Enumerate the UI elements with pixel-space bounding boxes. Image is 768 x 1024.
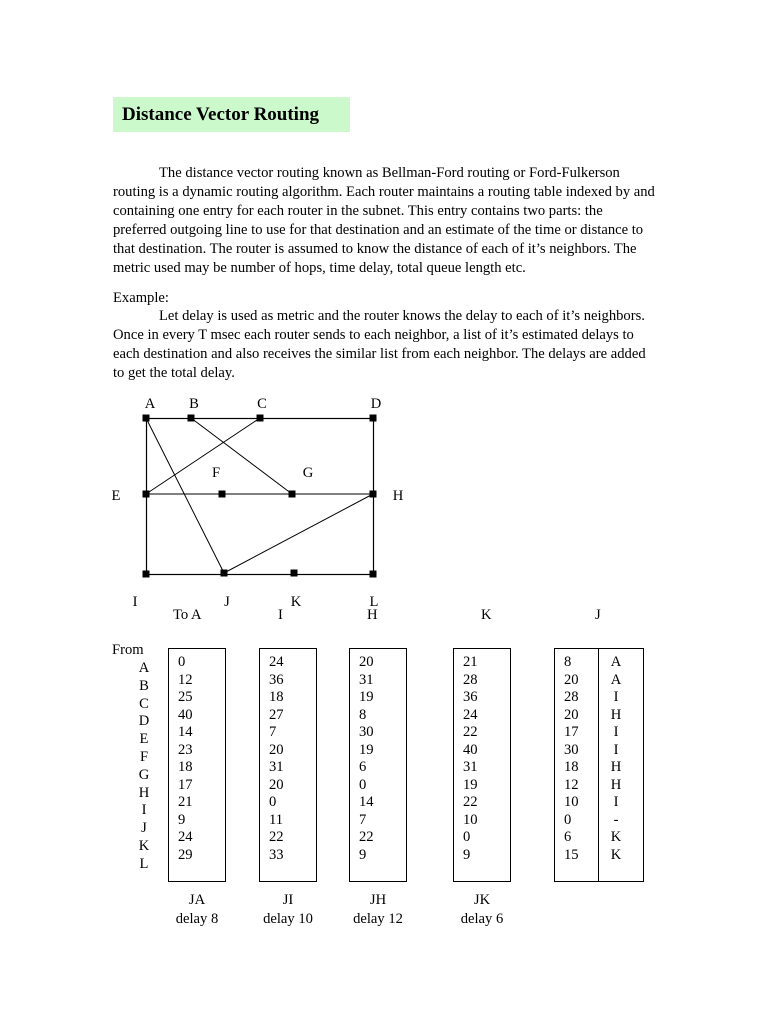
table-cell: 24 bbox=[178, 829, 193, 845]
table-cell: 14 bbox=[359, 794, 374, 810]
from-label: From bbox=[112, 642, 144, 658]
table-cell: 19 bbox=[359, 741, 374, 758]
table-cell: 20 bbox=[359, 654, 374, 670]
j-delay-cell: 28 bbox=[564, 689, 579, 705]
table-cell: 0 bbox=[359, 776, 367, 793]
table-footer-line: JH bbox=[369, 892, 387, 908]
table-cell: 20 bbox=[269, 776, 284, 793]
table-cell: 7 bbox=[359, 811, 367, 828]
row-label-c: C bbox=[139, 695, 149, 712]
table-cell: 24 bbox=[463, 706, 478, 723]
j-delay-cell: 0 bbox=[564, 811, 572, 828]
j-line-cell: K bbox=[610, 846, 622, 863]
column-header-j: J bbox=[595, 607, 601, 623]
row-label-l: L bbox=[139, 855, 149, 872]
row-label-d: D bbox=[138, 713, 150, 730]
router-node-i bbox=[143, 571, 150, 578]
router-label-j: J bbox=[224, 594, 230, 610]
table-footer-line: JK bbox=[473, 892, 491, 908]
column-header-h: H bbox=[367, 607, 378, 623]
router-label-b: B bbox=[189, 396, 199, 412]
table-cell: 40 bbox=[178, 706, 193, 723]
table-cell: 29 bbox=[178, 846, 193, 863]
table-cell: 6 bbox=[359, 759, 367, 775]
table-cell: 0 bbox=[178, 654, 186, 670]
j-line-cell: A bbox=[610, 654, 622, 670]
column-header-i: I bbox=[278, 607, 283, 623]
router-node-d bbox=[370, 415, 377, 422]
table-cell: 28 bbox=[463, 671, 478, 688]
j-line-cell: I bbox=[613, 741, 619, 758]
j-line-cell: K bbox=[610, 829, 622, 845]
row-label-k: K bbox=[138, 838, 150, 854]
table-footer-delay: delay 8 bbox=[175, 911, 219, 927]
j-line-cell: I bbox=[613, 724, 619, 740]
column-header-k: K bbox=[481, 607, 492, 623]
router-label-i: I bbox=[132, 594, 138, 610]
row-label-b: B bbox=[139, 677, 149, 694]
table-cell: 0 bbox=[269, 794, 277, 810]
table-footer-delay: delay 6 bbox=[460, 911, 504, 927]
table-cell: 31 bbox=[269, 759, 284, 775]
table-footer-delay: delay 12 bbox=[353, 911, 403, 927]
j-delay-cell: 30 bbox=[564, 741, 579, 758]
delay-table-from-k bbox=[453, 648, 511, 882]
edge-e-c bbox=[146, 418, 260, 494]
edge-a-j bbox=[146, 418, 224, 573]
j-line-cell: - bbox=[613, 811, 619, 828]
j-delay-cell: 20 bbox=[564, 706, 579, 723]
table-divider bbox=[598, 648, 599, 882]
table-cell: 11 bbox=[269, 811, 284, 828]
table-cell: 7 bbox=[269, 724, 277, 740]
table-cell: 36 bbox=[463, 689, 478, 705]
table-cell: 18 bbox=[269, 689, 284, 705]
page-title: Distance Vector Routing bbox=[113, 97, 350, 132]
table-cell: 0 bbox=[463, 829, 471, 845]
router-label-l: L bbox=[369, 594, 379, 610]
router-label-e: E bbox=[111, 488, 121, 504]
table-footer-line: JA bbox=[188, 892, 206, 908]
delay-table-from-i bbox=[259, 648, 317, 882]
table-cell: 9 bbox=[178, 811, 186, 828]
j-line-cell: I bbox=[613, 794, 619, 810]
table-cell: 25 bbox=[178, 689, 193, 705]
example-label: Example: bbox=[113, 290, 169, 306]
router-label-k: K bbox=[290, 594, 302, 610]
router-label-f: F bbox=[211, 465, 221, 481]
table-cell: 24 bbox=[269, 654, 284, 670]
table-footer-delay: delay 10 bbox=[263, 911, 313, 927]
table-cell: 18 bbox=[178, 759, 193, 775]
row-label-a: A bbox=[138, 660, 150, 676]
table-cell: 40 bbox=[463, 741, 478, 758]
row-label-g: G bbox=[138, 766, 150, 783]
intro-paragraph: The distance vector routing known as Bellman-Ford routing or Ford-Fulkerson routing is a dynamic routing algorithm. Each router maintains a routing table indexed by and containing one entry for each router in the subnet. This entry contains two parts: the preferred outgoing line to use for that destination and an estimate of the time or distance to that destination. The router is assumed to know the distance of each of it’s neighbors. The metric used may be number of hops, time delay, total queue length etc. bbox=[113, 165, 655, 276]
router-label-a: A bbox=[144, 396, 156, 412]
j-delay-cell: 6 bbox=[564, 829, 572, 845]
j-delay-cell: 15 bbox=[564, 846, 579, 863]
table-cell: 22 bbox=[359, 829, 374, 845]
j-line-cell: H bbox=[610, 776, 622, 793]
table-cell: 21 bbox=[463, 654, 478, 670]
table-footer-line: JI bbox=[282, 892, 294, 908]
row-label-h: H bbox=[138, 784, 150, 801]
example-paragraph: Let delay is used as metric and the router knows the delay to each of it’s neighbors. Once in every T msec each router sends to each neighbor, a list of it’s estimated delays to each destination and also receives the similar list from each neighbor. The delays are added to get the total delay. bbox=[113, 308, 646, 381]
row-label-i: I bbox=[141, 802, 147, 819]
table-cell: 12 bbox=[178, 671, 193, 688]
table-cell: 21 bbox=[178, 794, 193, 810]
table-cell: 19 bbox=[463, 776, 478, 793]
router-label-g: G bbox=[302, 465, 314, 481]
router-node-b bbox=[188, 415, 195, 422]
table-cell: 9 bbox=[359, 846, 367, 863]
router-node-g bbox=[289, 491, 296, 498]
j-delay-cell: 12 bbox=[564, 776, 579, 793]
table-cell: 14 bbox=[178, 724, 193, 740]
j-delay-cell: 20 bbox=[564, 671, 579, 688]
table-cell: 22 bbox=[463, 794, 478, 810]
j-delay-cell: 10 bbox=[564, 794, 579, 810]
router-node-a bbox=[143, 415, 150, 422]
router-node-l bbox=[370, 571, 377, 578]
edge-b-g bbox=[191, 418, 292, 494]
table-cell: 8 bbox=[359, 706, 367, 723]
table-cell: 9 bbox=[463, 846, 471, 863]
router-label-h: H bbox=[392, 488, 404, 504]
router-node-j bbox=[221, 570, 228, 577]
j-line-cell: A bbox=[610, 671, 622, 688]
router-node-e bbox=[143, 491, 150, 498]
table-cell: 20 bbox=[269, 741, 284, 758]
table-cell: 36 bbox=[269, 671, 284, 688]
j-delay-cell: 8 bbox=[564, 654, 572, 670]
router-node-f bbox=[219, 491, 226, 498]
table-cell: 10 bbox=[463, 811, 478, 828]
j-line-cell: H bbox=[610, 706, 622, 723]
table-cell: 22 bbox=[463, 724, 478, 740]
table-cell: 31 bbox=[463, 759, 478, 775]
row-label-j: J bbox=[141, 820, 147, 837]
table-cell: 22 bbox=[269, 829, 284, 845]
table-cell: 33 bbox=[269, 846, 284, 863]
row-label-f: F bbox=[139, 749, 149, 765]
table-cell: 27 bbox=[269, 706, 284, 723]
edge-j-h bbox=[224, 494, 373, 573]
router-node-h bbox=[370, 491, 377, 498]
router-node-k bbox=[291, 570, 298, 577]
router-node-c bbox=[257, 415, 264, 422]
router-label-c: C bbox=[257, 396, 267, 412]
delay-table-from-h bbox=[349, 648, 407, 882]
j-delay-cell: 18 bbox=[564, 759, 579, 775]
network-border bbox=[147, 419, 374, 575]
j-delay-cell: 17 bbox=[564, 724, 579, 740]
table-cell: 30 bbox=[359, 724, 374, 740]
column-header-to-a: To A bbox=[173, 607, 202, 623]
table-cell: 23 bbox=[178, 741, 193, 758]
row-label-e: E bbox=[139, 731, 149, 748]
j-line-cell: H bbox=[610, 759, 622, 775]
table-cell: 19 bbox=[359, 689, 374, 705]
delay-table-from-a bbox=[168, 648, 226, 882]
router-label-d: D bbox=[370, 396, 382, 412]
table-cell: 17 bbox=[178, 776, 193, 793]
table-cell: 31 bbox=[359, 671, 374, 688]
j-line-cell: I bbox=[613, 689, 619, 705]
